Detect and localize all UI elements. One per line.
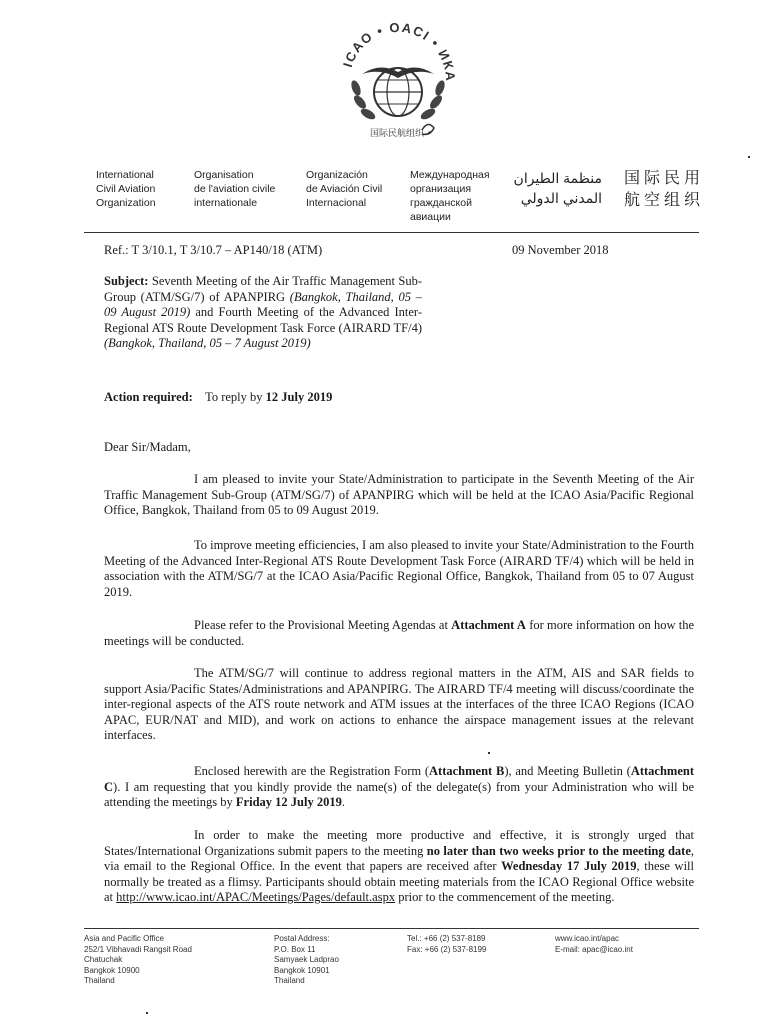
org-name-arabic: منظمة الطيران المدني الدولي <box>513 170 602 206</box>
footer-office-address: Asia and Pacific Office 252/1 Vibhavadi Rangsit Road Chatuchak Bangkok 10900 Thailand <box>84 934 192 985</box>
meetings-website-link[interactable]: http://www.icao.int/APAC/Meetings/Pages/default.aspx <box>116 890 396 905</box>
flimsy-date: Wednesday 17 July 2019 <box>501 859 637 874</box>
subject-block <box>104 274 422 352</box>
svg-text:国际民航组织 •: 国际民航组织 • <box>370 129 433 139</box>
subject-label: Subject: <box>104 274 149 288</box>
footer-rule <box>84 928 699 929</box>
paragraph-2 <box>104 538 694 600</box>
org-name-russian: Международная организация гражданской авиации <box>410 169 490 223</box>
reference-number: Ref.: T 3/10.1, T 3/10.7 – AP140/18 (ATM) <box>104 243 323 257</box>
paragraph-1-text: I am pleased to invite your State/Administration to participate in the Seventh Meeting of the Air Traffic Management Sub-Group (ATM/SG/7) of APANPIRG which will be held at the ICAO Asia/Pacific Regional Office, Bangkok, Thailand from 05 to 09 August 2019. <box>104 472 694 518</box>
org-name-chinese: 国际民用 航空组织 <box>624 170 705 209</box>
paragraph-4-text: The ATM/SG/7 will continue to address regional matters in the ATM, AIS and SAR fields to support Asia/Pacific States/Administrations and APANPIRG. The AIRARD TF/4 meeting will discuss/coordinate the inter-regional aspects of the ATS route network and ATM issues at the interfaces of the three ICAO Regions (ICAO APAC, EUR/NAT and MID), and work on actions to enhance the airspace management issues at the relevant interfaces. <box>104 666 694 743</box>
paragraph-5-text-3: ). I am requesting that you kindly provide the name(s) of the delegate(s) from your Administration who will be attending the meetings by <box>104 779 694 810</box>
header-rule <box>84 232 699 233</box>
organization-names <box>0 168 770 228</box>
footer-web-email: www.icao.int/apac E-mail: apac@icao.int <box>555 934 633 954</box>
salutation: Dear Sir/Madam, <box>104 440 191 454</box>
subject-location-1: (Bangkok, Thailand, 05 – 09 August 2019) <box>104 289 422 319</box>
org-name-english: International Civil Aviation Organization <box>96 169 156 209</box>
attachment-b-ref: Attachment B <box>429 764 505 778</box>
action-text: To reply by <box>205 390 263 404</box>
paragraph-6 <box>104 828 694 906</box>
scan-speck <box>748 156 750 158</box>
paragraph-6-text-3: , these will normally be treated as a flimsy. Participants should obtain meeting materials from the ICAO Regional Office website at <box>104 859 694 905</box>
paragraph-3-text: Please refer to the Provisional Meeting Agendas at <box>194 618 448 632</box>
paragraph-3 <box>104 618 694 649</box>
paper-deadline: no later than two weeks prior to the meeting date <box>426 843 691 858</box>
org-name-spanish: Organización de Aviación Civil Internacional <box>306 169 383 209</box>
paragraph-6-text-4: prior to the commencement of the meeting. <box>398 890 615 905</box>
paragraph-2-text: To improve meeting efficiencies, I am also pleased to invite your State/Administration to the Fourth Meeting of the Advanced Inter-Regional ATS Route Development Task Force (AIRARD TF/4) which will be held in association with the ATM/SG/7 at the ICAO Asia/Pacific Regional Office, Bangkok, Thailand from 05 to 07 August 2019. <box>104 538 694 599</box>
scan-speck <box>488 752 490 754</box>
action-date: 12 July 2019 <box>265 390 333 404</box>
footer-postal-address: Postal Address: P.O. Box 11 Samyaek Ladprao Bangkok 10901 Thailand <box>274 934 339 985</box>
subject-text: Seventh Meeting of the Air Traffic Management Sub-Group (ATM/SG/7) of APANPIRG <box>104 274 422 304</box>
action-label: Action required: <box>104 390 193 404</box>
attachment-c-ref: Attachment C <box>104 764 694 794</box>
letter-date: 09 November 2018 <box>512 243 609 257</box>
subject-location-2: (Bangkok, Thailand, 05 – 7 August 2019) <box>104 336 311 350</box>
paragraph-6-text-2: , via email to the Regional Office. In the event that papers are received after <box>104 843 694 874</box>
paragraph-5 <box>104 764 694 811</box>
footer-phone-fax: Tel.: +66 (2) 537-8189 Fax: +66 (2) 537-8199 <box>407 934 487 954</box>
paragraph-4 <box>104 666 694 744</box>
subject-text-2: and Fourth Meeting of the Advanced Inter-Regional ATS Route Development Task Force (AIRARD TF/4) <box>104 305 422 335</box>
scan-speck <box>146 1012 148 1014</box>
logo-arc-text: ICAO • OACI • ИКА <box>339 19 459 83</box>
icao-logo <box>318 18 478 148</box>
reply-deadline: Friday 12 July 2019 <box>235 795 342 810</box>
action-required <box>104 390 332 405</box>
paragraph-5-text-2: ), and Meeting Bulletin ( <box>504 764 631 778</box>
paragraph-5-end: . <box>341 795 345 810</box>
paragraph-3-text-2: for more information on how the meetings will be conducted. <box>104 618 694 648</box>
org-name-french: Organisation de l'aviation civile internationale <box>194 169 276 209</box>
paragraph-1 <box>104 472 694 519</box>
paragraph-6-text: In order to make the meeting more productive and effective, it is strongly urged that States/International Organizations submit papers to the meeting <box>104 828 694 858</box>
attachment-a-ref: Attachment A <box>451 618 526 632</box>
paragraph-5-text: Enclosed herewith are the Registration Form ( <box>194 764 430 778</box>
